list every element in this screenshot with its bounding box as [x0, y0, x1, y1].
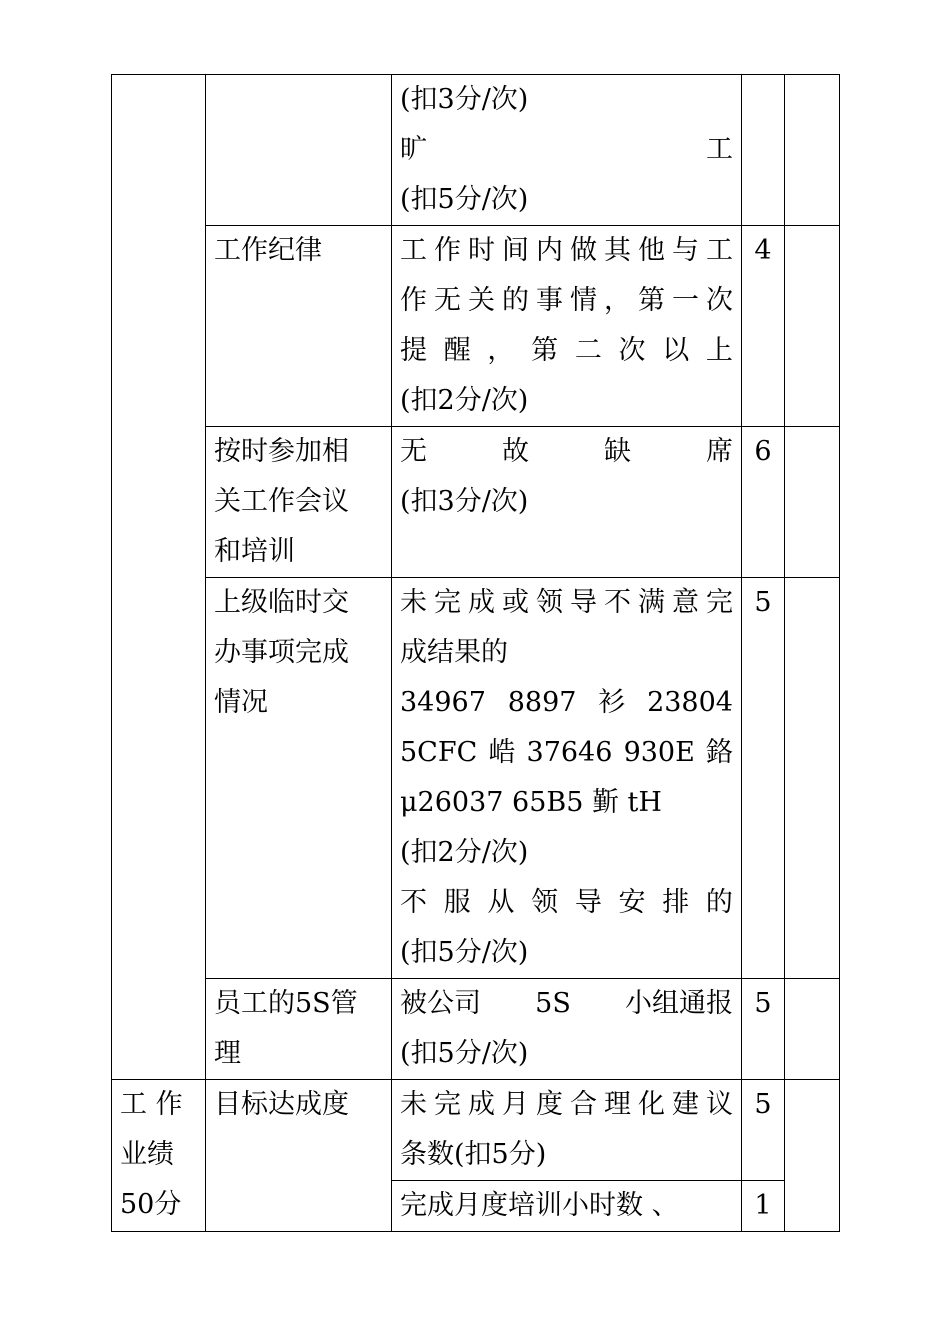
table-body	[112, 75, 840, 1232]
actual-score-cell	[785, 979, 840, 1080]
actual-score-cell	[785, 578, 840, 979]
item-cell	[206, 578, 392, 979]
table-row	[112, 226, 840, 427]
item-text: 情况	[214, 687, 268, 718]
rule-cell	[392, 979, 742, 1080]
item-text: 关工作会议	[214, 486, 349, 517]
category-cell	[112, 1080, 206, 1232]
item-cell	[206, 75, 392, 226]
rule-text: 5CFC 峼 37646 930E 鉻	[400, 737, 733, 768]
rule-text: (扣3分/次)	[400, 486, 529, 517]
score-cell: 5	[742, 578, 785, 979]
score-cell: 1	[742, 1181, 785, 1232]
rule-text: 不 服 从 领 导 安 排 的	[400, 887, 733, 918]
rule-cell	[392, 427, 742, 578]
category-text: 业绩	[120, 1139, 174, 1170]
actual-score-cell	[785, 226, 840, 427]
actual-score-cell	[785, 75, 840, 226]
rule-text: 条数(扣5分)	[400, 1139, 547, 1170]
item-text: 工作纪律	[214, 235, 322, 266]
item-text: 理	[214, 1038, 241, 1069]
score-cell: 4	[742, 226, 785, 427]
rule-cell	[392, 226, 742, 427]
rule-text: 未 完 成 月 度 合 理 化 建 议	[400, 1089, 733, 1120]
rule-text: (扣3分/次)	[400, 84, 529, 115]
rule-text: 旷 工	[400, 134, 733, 165]
table-row	[112, 578, 840, 979]
item-text: 上级临时交	[214, 587, 349, 618]
item-text: 和培训	[214, 536, 295, 567]
rule-text: (扣5分/次)	[400, 1038, 529, 1069]
rule-text: 作 无 关 的 事 情 ， 第 一 次	[400, 285, 733, 316]
rule-text: (扣5分/次)	[400, 937, 529, 968]
table-row	[112, 427, 840, 578]
item-text: 办事项完成	[214, 637, 349, 668]
actual-score-cell	[785, 427, 840, 578]
table-row	[112, 75, 840, 226]
rule-text: 提 醒 ， 第 二 次 以 上	[400, 335, 733, 366]
rule-text: 无 故 缺 席	[400, 436, 733, 467]
item-text: 按时参加相	[214, 436, 349, 467]
rule-text: (扣2分/次)	[400, 837, 529, 868]
rule-text: 完成月度培训小时数 、	[400, 1190, 679, 1221]
rule-cell	[392, 75, 742, 226]
category-text: 50分	[120, 1189, 182, 1220]
rule-text: (扣5分/次)	[400, 184, 529, 215]
actual-score-cell	[785, 1080, 840, 1232]
item-text: 目标达成度	[214, 1089, 349, 1120]
rule-text: μ26037 65B5 斳 tH	[400, 787, 662, 818]
item-cell	[206, 1080, 392, 1232]
rule-text: (扣2分/次)	[400, 385, 529, 416]
category-text: 工 作	[120, 1089, 183, 1120]
rule-text: 被公司 5S 小组通报	[400, 988, 733, 1019]
score-cell: 5	[742, 979, 785, 1080]
rule-cell	[392, 1080, 742, 1181]
rule-text: 成结果的	[400, 637, 508, 668]
rule-text: 工 作 时 间 内 做 其 他 与 工	[400, 235, 733, 266]
item-cell	[206, 427, 392, 578]
score-cell	[742, 75, 785, 226]
rule-cell	[392, 578, 742, 979]
rule-cell	[392, 1181, 742, 1232]
item-cell	[206, 226, 392, 427]
category-cell	[112, 75, 206, 1080]
table-row	[112, 979, 840, 1080]
score-cell: 6	[742, 427, 785, 578]
item-cell	[206, 979, 392, 1080]
score-cell: 5	[742, 1080, 785, 1181]
item-text: 员工的5S管	[214, 988, 358, 1019]
assessment-table	[111, 74, 840, 1232]
rule-text: 34967 8897 衫 23804	[400, 687, 733, 718]
rule-text: 未 完 成 或 领 导 不 满 意 完	[400, 587, 733, 618]
table-row	[112, 1080, 840, 1181]
